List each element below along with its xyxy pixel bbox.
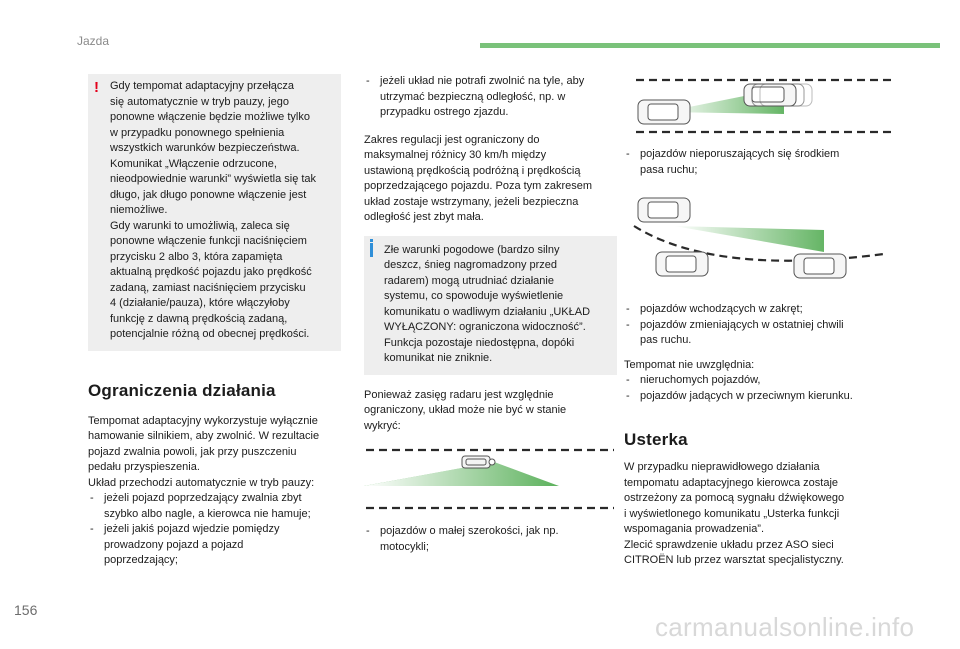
list-item [88,522,341,569]
text-line: odległość jest zbyt mała. [364,211,484,223]
text-line: układ zostaje wstrzymany, jeżeli bezpieczna [364,195,579,208]
info-line: WYŁĄCZONY: ograniczona widoczność”. [384,321,586,333]
regulation-range-text [364,133,617,226]
fault-text [624,460,894,569]
list-item-line: - nieruchomych pojazdów, [640,374,761,386]
text-line: tempomatu adaptacyjnego kierowca zostaje [624,476,839,489]
list-item [88,491,341,522]
info-line: systemu, co spowoduje wyświetlenie [384,290,564,302]
warning-line: Gdy tempomat adaptacyjny przełącza [110,80,295,92]
column-2 [364,74,617,555]
bullet-steep-descent [364,74,617,121]
list-item-line: - jeżeli pojazd poprzedzający zwalnia zbyt [104,492,302,504]
warning-line: się automatycznie w tryb pauzy, jego [110,95,289,108]
text-line: W przypadku nieprawidłowego działania [624,461,820,473]
info-line: Złe warunki pogodowe (bardzo silny [384,243,560,256]
list-item-line: przypadku ostrego zjazdu. [380,106,509,118]
text-line: ustawioną prędkością podróżną i prędkością [364,164,581,177]
pause-conditions-list [88,491,341,569]
warning-exclamation-icon: ! [94,79,99,96]
list-item-line: motocykli; [380,540,429,553]
list-item-line: - pojazdów zmieniających w ostatniej chwili [640,318,844,331]
list-item-line: - jeżeli układ nie potrafi zwolnić na tyle, aby [380,75,585,87]
warning-line: Komunikat „Włączenie odrzucone, [110,157,277,170]
text-line: CITROËN lub przez warsztat specjalistyczny. [624,554,844,566]
info-line: deszcz, śnieg nagromadzony przed [384,259,558,271]
list-item [624,302,894,318]
list-item-line: - pojazdów o małej szerokości, jak np. [380,525,559,537]
warning-line: w przypadku ponownego spełnienia [110,126,285,139]
list-item [624,318,894,349]
warning-line: ponowne włączenie będzie możliwe tylko [110,111,310,123]
warning-line: nieodpowiednie warunki” wyświetla się tak [110,173,317,185]
warning-line: przycisku 2 albo 3, która zapamięta [110,250,283,263]
text-line: Zakres regulacji jest ograniczony do [364,133,540,146]
list-item-line: poprzedzający; [104,554,178,566]
list-item [364,524,617,555]
list-item [624,373,894,389]
curve-lane-change-list [624,302,894,349]
list-item-line: - pojazdów wchodzących w zakręt; [640,303,803,315]
info-icon [370,239,373,242]
list-item-line: pas ruchu. [640,334,692,346]
info-line: komunikatu o wadliwym działaniu „UKŁAD [384,305,591,318]
warning-line: zadaną, zamiast naciśnięciem przycisku [110,281,306,294]
text-line: wspomagania prowadzenia”. [624,523,765,535]
header-accent-bar [480,43,940,48]
section-title-limitations: Ograniczenia działania [88,380,276,400]
text-line: Tempomat adaptacyjny wykorzystuje wyłącznie [88,414,318,427]
ignore-list [624,373,894,404]
list-item [364,74,617,121]
warning-text [110,79,333,343]
page-number: 156 [14,602,38,618]
warning-line: 4 (działanie/pauza), które włączyłoby [110,297,290,309]
diagram-off-center-vehicle [634,74,896,136]
text-line: maksymalnej różnicy 30 km/h między [364,149,547,161]
text-line: Zlecić sprawdzenie układu przez ASO sieci [624,538,834,551]
text-line: ostrzeżony za pomocą sygnału dźwiękowego [624,492,845,504]
text-line: ograniczony, układ może nie być w stanie [364,404,567,416]
list-item-line: pasa ruchu; [640,163,698,176]
list-item-line: utrzymać bezpieczną odległość, np. w [380,90,566,103]
warning-box [88,74,341,351]
list-item-line: - jeżeli jakiś pojazd wjedzie pomiędzy [104,523,280,535]
warning-line: aktualną prędkość pojazdu jako prędkość [110,266,312,278]
warning-line: ponowne włączenie funkcji naciśnięciem [110,235,307,247]
warning-line: potencjalnie różną od obecnej prędkości. [110,328,310,340]
watermark: carmanualsonline.info [655,612,915,642]
bullet-off-center [624,147,894,178]
list-item [624,147,894,178]
warning-line: Gdy warunki to umożliwią, zaleca się [110,219,290,232]
bullet-motorcycles [364,524,617,555]
limitations-intro [88,414,341,492]
info-line: komunikat nie zniknie. [384,352,493,364]
header-title: Jazda [77,34,110,48]
text-line: poprzedzającego pojazdu. Poza tym zakresem [364,180,593,192]
text-line: Ponieważ zasięg radaru jest względnie [364,388,554,401]
warning-line: długo, jak długo ponowne włączenie jest [110,188,307,201]
ignore-intro: Tempomat nie uwzględnia: [624,358,755,371]
warning-line: wszystkich warunków bezpieczeństwa. [110,142,300,154]
text-line: hamowanie silnikiem, aby zwolnić. W rezultacie [88,430,320,442]
text-line: pedału przyspieszenia. [88,461,200,473]
info-line: radarem) mogą utrudniać działanie [384,274,554,287]
warning-line: funkcję z dawną prędkością zadaną, [110,312,288,325]
list-item-line: - pojazdów nieporuszających się środkiem [640,148,840,160]
section-title-fault: Usterka [624,430,688,449]
info-text [384,243,609,367]
radar-range-text [364,388,617,435]
column-1 [88,74,341,569]
diagram-curve-lane-change [624,196,886,290]
diagram-motorcycle [364,442,617,512]
list-item-line: szybko albo nagle, a kierowca nie hamuje; [104,507,311,520]
text-line: i wyświetlonego komunikatu „Usterka funkcji [624,507,840,520]
text-line: wykryć: [364,419,401,432]
text-line: pojazd zwalnia powoli, jak przy puszczeniu [88,445,297,458]
list-item-line: prowadzony pojazd a pojazd [104,538,244,551]
column-3 [624,74,894,569]
warning-line: niemożliwe. [110,204,168,216]
list-item [624,389,894,405]
text-line: Układ przechodzi automatycznie w tryb pauzy: [88,476,315,489]
motorcycle-icon [462,456,495,468]
list-item-line: - pojazdów jadących w przeciwnym kierunku. [640,389,853,402]
info-line: Funkcja pozostaje niedostępna, dopóki [384,336,575,349]
info-box [364,236,617,375]
